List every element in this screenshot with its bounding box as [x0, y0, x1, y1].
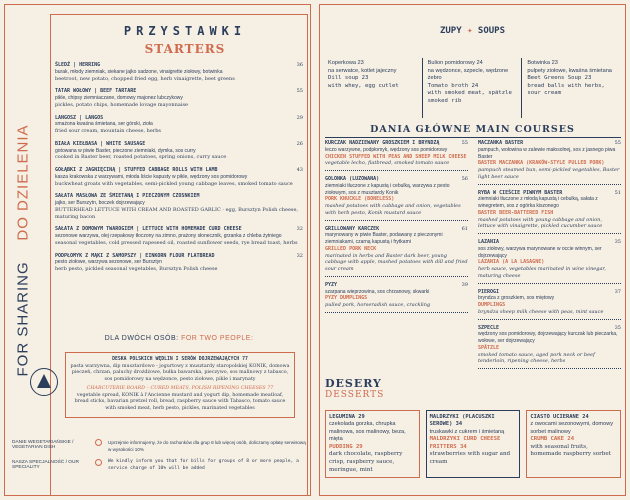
main-item — [478, 190, 621, 235]
starter-name: PODPŁOMYK Z MĄKI Z SAMOPSZY | EINKORN FLOUR FLATBREAD — [55, 252, 215, 259]
starter-name: TATAR WOŁOWY | BEEF TARTARE — [55, 88, 137, 95]
soup-item — [323, 58, 423, 118]
main-desc-en: smoked tomato sauce, aged pork neck or beef tenderloin, ripening cheese, herbs — [478, 351, 595, 365]
desserts-title-en: DESSERTS — [325, 390, 385, 400]
main-price: 37 — [614, 288, 621, 295]
dessert-desc-pl: z owocami sezonowymi, domowy sorbet malinowy — [530, 421, 614, 435]
main-name: MACZANKA BASTER — [478, 140, 524, 146]
starter-name: ŚLEDŹ | HERRING — [55, 62, 101, 68]
starter-en: beetroot, new potato, chopped fried egg, herb vinaigrette, beet greens — [55, 75, 235, 82]
note-pl: Uprzejmie informujemy, że do rachunków dla grup 8 lub więcej osób, doliczamy opłatę serwisową w wysokości 10% — [108, 440, 306, 452]
sharing-side-label — [5, 120, 45, 380]
for-two-pl: DLA DWÓCH OSÓB: — [104, 335, 179, 342]
main-price: 55 — [461, 140, 468, 146]
dessert-item — [325, 410, 420, 478]
starter-item — [55, 193, 303, 220]
starter-price: 32 — [296, 252, 303, 259]
main-price: 61 — [461, 225, 468, 232]
main-desc-en: pampuch steamed bun, semi-pickled vegetables, Baster light beer sauce — [478, 167, 620, 180]
starter-en: cooked in Baster beer, roasted potatoes, spring onions, curry sauce — [55, 154, 227, 161]
mains-column-right — [478, 140, 621, 374]
soups-title-en: SOUPS — [477, 26, 506, 36]
platter-name-pl: DESKA POLSKICH WĘDLIN I SERÓW DOJRZEWAJĄCYCH 77 — [112, 357, 248, 362]
note-en: We kindly inform you that for bills for groups of 8 or more people, a service charge of 10% will be added — [108, 459, 299, 471]
sharing-side-text — [15, 117, 32, 377]
main-name-en: SPÄTZLE — [478, 344, 500, 351]
main-item — [325, 282, 468, 313]
soup-desc-en: with whey, egg cutlet — [328, 82, 399, 89]
main-price: 51 — [614, 189, 621, 196]
for-two-heading — [55, 335, 303, 342]
restaurant-emblem-icon — [30, 368, 58, 396]
service-charge-note — [108, 440, 308, 473]
vegetarian-icon — [95, 439, 102, 446]
soup-desc-pl: pulpety ziołowe, kwaśna śmietana — [527, 67, 612, 74]
starter-name: SAŁATA MASŁOWA ZE ŚMIETANĄ I PIECZONYM CZOSNKIEM — [55, 193, 200, 200]
dessert-name-pl: LEGUMINA 29 — [329, 414, 365, 420]
main-name: KURCZAK NADZIEWANY GROSZKIEM I BRYNDZĄ — [325, 140, 440, 146]
main-price: 35 — [614, 239, 621, 245]
soup-name-en: Tomato broth 24 — [427, 82, 479, 89]
dessert-desc-en: with seasonal fruits, homemade raspberry sorbet — [530, 443, 611, 458]
dessert-name-pl: CIASTO UCIERANE 24 — [530, 414, 589, 420]
main-desc-en: mashed potatoes with young cabbage and onion, lettuce with vinaigrette, pickled cucumber sauce — [478, 216, 603, 230]
main-price: 39 — [461, 281, 468, 288]
soup-name-pl: Bulion pomidorowy 24 — [427, 60, 483, 66]
main-name: PYZY — [325, 281, 338, 288]
starter-en: herb pesto, pickled seasonal vegetables, Bursztyn Polish cheese — [55, 266, 218, 272]
starter-item — [55, 167, 303, 187]
dessert-name-en: PUDDING 29 — [329, 443, 363, 450]
starter-item — [55, 88, 303, 108]
main-name-en: GRILLED PORK NECK — [325, 245, 377, 252]
starter-item — [55, 62, 303, 82]
main-item — [478, 239, 621, 284]
platter-desc-en: vegetable spread, KONIK à l'Ancienne mustard and yogurt dip, homemade meatloaf, bread sticks, bavarian pretzel roll, bread, raspberry sauce with Tabasco, tomato sauce with smoked meat, herb pesto, pickles, marinated vegetables — [74, 392, 286, 411]
soup-name-en: Beet Greens Soup 23 — [527, 75, 592, 82]
main-desc-en: pulled pork, horseradish sauce, crackling — [325, 302, 431, 308]
soups-title-pl: ZUPY — [439, 26, 462, 36]
main-desc-en: mashed potatoes with cabbage and onion, vegetables with herb pesto, Konik mustard sauce — [325, 203, 461, 216]
starter-desc: gotowana w piwie Baster, pieczone ziemniaki, dymka, sos curry — [55, 147, 196, 154]
main-desc: ziemniaki tłuczone z młodą kapustą i cebulką, sałata z winegretem, sos z ogórka kiszonego — [478, 196, 598, 209]
main-item — [325, 176, 468, 221]
dessert-name-pl: MALDRZYKI (PLACUSZKI SEROWE) 34 — [429, 414, 495, 428]
main-name-en: PYZY DUMPLINGS — [325, 295, 368, 302]
main-desc-en: bryndza sheep milk cheese with peas, mint sauce — [478, 308, 604, 315]
mains-list — [325, 140, 621, 374]
main-item — [325, 226, 468, 277]
starter-desc: kasza krakowska z warzywami, młoda liście kapusty w pikle, wędzony sos pomidorowy — [55, 173, 248, 180]
main-name-en: PORK KNUCKLE (BONELESS) — [325, 196, 395, 203]
platter-name-en: CHARCUTERIE BOARD – CURED MEATS, POLISH RIPENING CHEESES 77 — [86, 385, 274, 391]
soup-name-pl: Botwinka 23 — [527, 60, 558, 66]
for-two-en: FOR TWO PEOPLE: — [181, 335, 254, 342]
mains-heading: DANIA GŁÓWNE MAIN COURSES — [370, 124, 575, 135]
starter-price: 55 — [296, 88, 303, 95]
main-desc-en: herb sauce, vegetables marinated in wine vinegar, maturing cheese — [478, 266, 606, 279]
starter-desc: burak, młody ziemniak, siekane jajko sadzone, vinaigrette ziołowy, botwinka — [55, 68, 223, 75]
legend — [12, 440, 102, 480]
starter-price: 32 — [296, 226, 303, 233]
desserts-list — [325, 410, 621, 478]
main-name-en: DUMPLINGS — [478, 302, 506, 308]
main-desc: sos ziołowy, warzywa marynowane w occie winnym, ser dojrzewający — [478, 245, 602, 259]
starter-desc: jajko, ser Burszytn, boczek dojrzewający — [55, 200, 145, 206]
soup-name-pl: Koperkowa 23 — [328, 60, 364, 66]
mains-rule — [325, 137, 621, 138]
starter-price: 29 — [296, 114, 303, 121]
starters-title-pl: PRZYSTAWKI — [123, 24, 247, 38]
main-price: 55 — [614, 140, 621, 146]
starter-desc: pikle, chipsy ziemniaczane, domowy majonez lubczykowy — [55, 95, 183, 101]
legend-special — [12, 460, 102, 470]
starter-price: 26 — [296, 140, 303, 147]
soup-name-en: Dill soup 23 — [328, 75, 369, 82]
main-name: GOLONKA (LUZOWANA) — [325, 176, 380, 182]
starters-heading — [70, 24, 300, 56]
main-item — [325, 140, 468, 171]
starter-en: seasonal vegetables, cold pressed rapeseed oil, roasted sunflower seeds, rye bread toast, herbs — [55, 239, 298, 246]
main-name: PIEROGI — [478, 288, 500, 295]
starter-desc: sezonowe warzywa, olej rzepakowy tłoczony na zimno, prażony słonecznik, grzanka z chleba żytniego — [55, 233, 282, 239]
main-name-en: BASTER MACZANKA (KRAKÓW-STYLE PULLED PORK) — [478, 160, 605, 167]
main-desc: leczo warzywne, podpłomyk, wędzony sos pomidorowy — [325, 146, 448, 153]
starter-en: buckwheat groats with vegetables, semi-pickled young cabbage leaves, smoked tomato sauce — [55, 180, 293, 187]
starters-list — [55, 62, 303, 279]
starter-name: LANGOSZ | LANGOS — [55, 114, 104, 121]
main-item — [478, 289, 621, 320]
main-name-en: BASTER BEER-BATTERED FISH — [478, 209, 554, 216]
main-name: LAZANIA — [478, 239, 500, 245]
side-pl: DO DZIELENIA — [14, 124, 32, 241]
main-name: GRILLOWANY KARCZEK — [325, 225, 380, 232]
starter-price: 43 — [296, 167, 303, 173]
mains-column-left — [325, 140, 468, 374]
main-price: 56 — [461, 176, 468, 182]
side-en: FOR SHARING — [14, 261, 32, 377]
main-desc: bryndza z groszkiem, sos miętowy — [478, 295, 555, 302]
soup-item — [423, 58, 523, 118]
starter-name: SAŁATA Z DOMOWYM TWAROGIEM | LETTUCE WITH HOMEMADE CURD CHEESE — [55, 226, 242, 233]
main-desc: ziemniaki tłuczone z kapustą i cebulką, warzywa z pesto ziołowym, sos z musztardy Konik — [325, 182, 450, 196]
main-name-en: LAZANIA (A LA LASAGNE) — [478, 259, 545, 266]
starter-price: 36 — [296, 62, 303, 68]
starter-name: GOŁĄBKI Z JAGNIĘCINĄ | STUFFED CABBAGE ROLLS WITH LAMB — [55, 167, 218, 173]
soup-desc-en: bread balls with herbs, sour cream — [527, 82, 605, 97]
main-item — [478, 140, 621, 185]
dessert-desc-en: dark chocolate, raspberry crisp, raspberry sauce, meringue, mint — [329, 451, 403, 473]
dessert-item — [526, 410, 621, 478]
speciality-icon — [95, 459, 102, 466]
main-name: SZPECLE — [478, 324, 500, 331]
main-desc-en: marinated in herbs and Baster dark beer, young cabbage with apple, mashed potatoes with dill and fried sour cream — [325, 252, 468, 272]
starter-desc: smażona kwaśna śmietana, ser górski, zioła — [55, 121, 153, 128]
soup-item — [522, 58, 621, 118]
starter-desc: pesto ziołowe, warzywa sezonowe, ser Bursztyn — [55, 259, 162, 266]
main-name-en: CHICKEN STUFFED WITH PEAS AND SHEEP MILK CHEESE — [325, 153, 467, 160]
legend-vegetarian — [12, 440, 102, 450]
starters-title-en: STARTERS — [144, 42, 226, 56]
charcuterie-platter — [65, 352, 295, 418]
desserts-title-pl: DESERY — [325, 377, 382, 390]
soup-desc-pl: na wędzonce, szpecle, wędzone żebro — [427, 67, 509, 82]
soup-desc-en: with smoked meat, spätzle smoked rib — [427, 90, 512, 104]
starter-item — [55, 253, 303, 273]
starter-en: pickles, potato chips, homemade lovage mayonnaise — [55, 101, 188, 108]
starter-en: fried sour cream, mountain cheese, herbs — [55, 128, 161, 134]
dessert-item — [426, 410, 521, 478]
starter-name: BIAŁA KIEŁBASA | WHITE SAUSAGE — [55, 140, 146, 147]
soup-desc-pl: na serwatce, kotlet jajeczny — [328, 67, 397, 74]
main-item — [478, 325, 621, 370]
right-page — [315, 0, 630, 500]
main-name: RYBA W CIEŚCIE PIWNYM BASTER — [478, 189, 563, 196]
legend-special-label: NASZA SPECJALNOŚĆ / OUR SPECIALITY — [12, 460, 79, 470]
dessert-name-en: MALDRZYKI CURD CHEESE FRITTERS 34 — [429, 436, 501, 450]
starter-item — [55, 141, 303, 161]
soups-list — [323, 58, 621, 118]
main-desc: wędzony sos pomidorowy, dojrzewający kurczak lub pieczarka, wołowe, ser dojrzewający — [478, 331, 618, 344]
desserts-heading — [325, 377, 485, 400]
starter-item — [55, 226, 303, 246]
dessert-desc-pl: czekolada gorzka, chrupka malinowa, sos malinowy, beza, mięta — [329, 421, 406, 443]
dessert-name-en: CRUMB CAKE 24 — [530, 436, 575, 443]
starter-item — [55, 115, 303, 135]
dessert-desc-pl: truskawki z cukrem i śmietaną — [429, 428, 505, 435]
soups-separator-icon: ✦ — [467, 26, 473, 36]
main-desc: pampuch, wołowina w zalewie małosolnej, sos z jasnego piwa Baster — [478, 146, 616, 160]
main-desc: marynowany w piwie Baster, podawany z pieczonymi ziemniakami, czarną kapustą i frytkami — [325, 232, 443, 245]
main-price: 35 — [614, 324, 621, 331]
main-desc-en: vegetable lecho, flatbread, smoked tomato sauce — [325, 160, 450, 167]
main-desc: szarpana wieprzowina, sos chrzanowy, skwarki — [325, 288, 430, 295]
soups-heading — [315, 26, 630, 36]
legend-vegetarian-label: DANIE WEGETARIAŃSKIE / VEGETARIAN DISH — [12, 440, 74, 450]
platter-desc-pl: pasta warzywna, dip musztardowo - jogurtowy z musztardy staropolskiej KONIK, domowa pieczeń, chrzan, paluchy drożdżowe, bułka bawarska, pieczywo, sos malinowy z tabasco, sos pomidorowy na wędzonce, pesto ziołowe, pikle i marynaty — [70, 363, 290, 383]
starter-en: BUTTERHEAD LETTUCE WITH CREAM AND ROASTED GARLIC · egg, Bursztyn Polish cheese, maturing bacon — [55, 206, 299, 220]
dessert-desc-en: strawberries with sugar and cream — [429, 451, 511, 465]
